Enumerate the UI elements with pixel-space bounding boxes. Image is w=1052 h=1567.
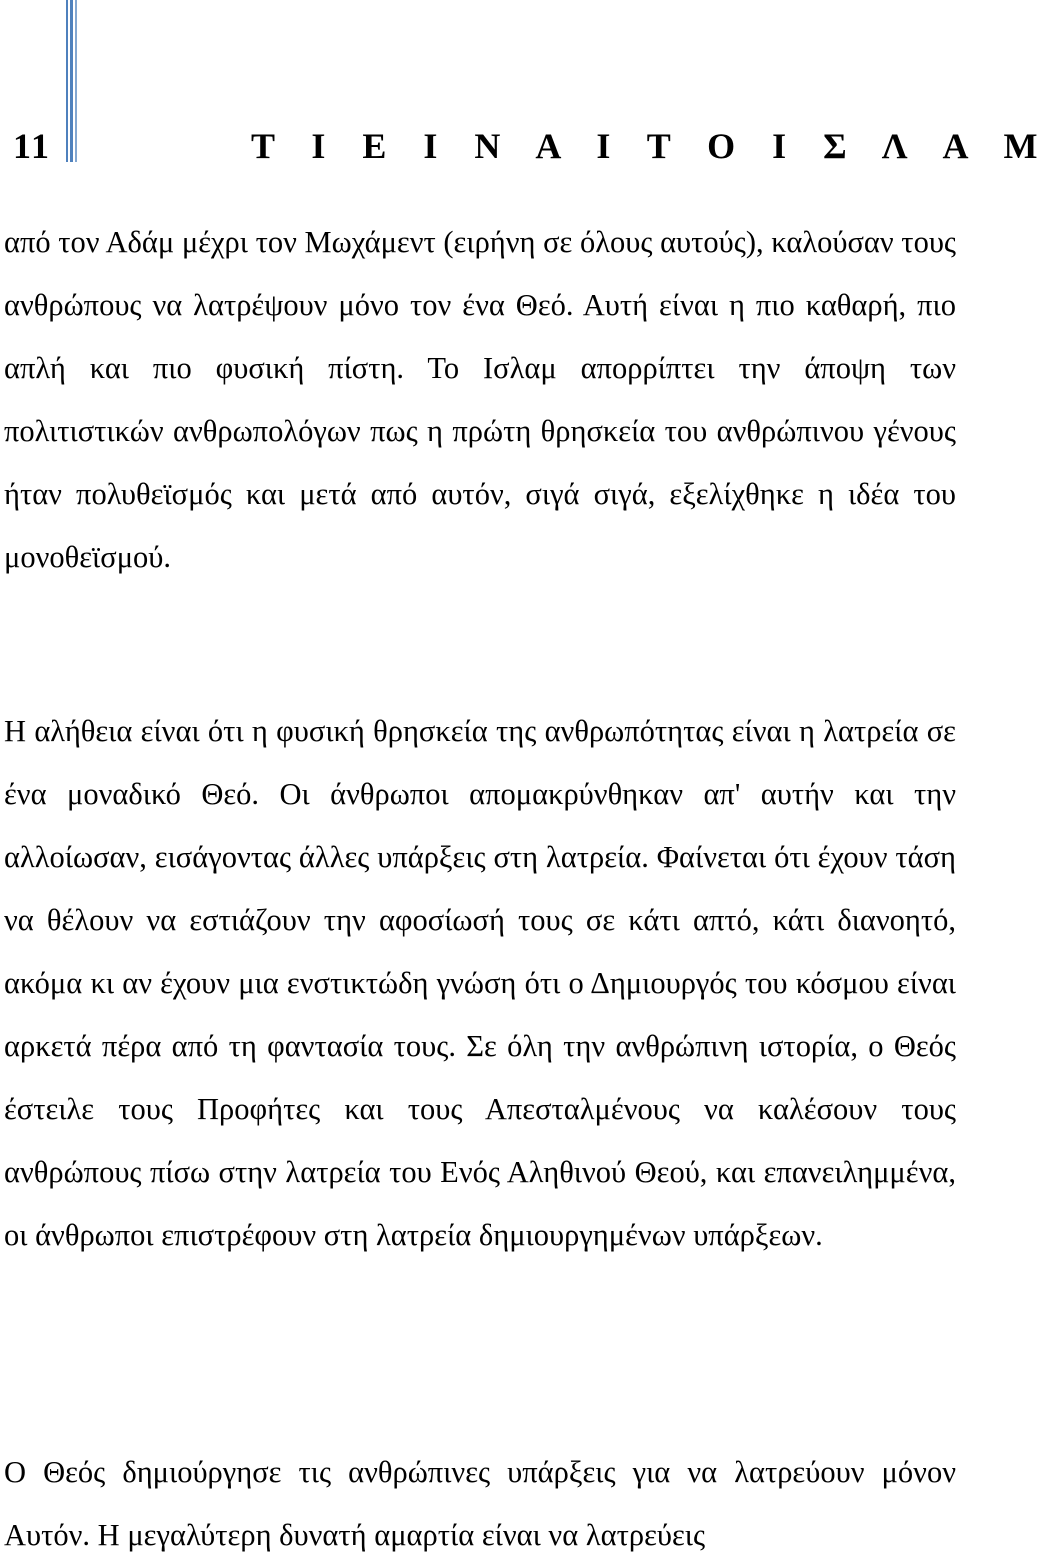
running-header-title: Τ Ι Ε Ι Ν Α Ι Τ Ο Ι Σ Λ Α Μ bbox=[251, 126, 1052, 166]
page-number: 11 bbox=[13, 126, 52, 166]
header-decorative-bars bbox=[66, 0, 80, 162]
decorative-bar bbox=[70, 0, 73, 162]
paragraph bbox=[4, 1441, 956, 1567]
decorative-bar bbox=[75, 0, 77, 162]
paragraph bbox=[4, 211, 956, 589]
paragraph bbox=[4, 700, 956, 1267]
paragraph-text: από τον Αδάμ μέχρι τον Μωχάμεντ (ειρήνη σε όλους αυτούς), καλούσαν τους ανθρώπους να λατρέψουν μόνο τον ένα Θεό. Αυτή είναι η πιο καθαρή, πιο απλή και πιο φυσική πίστη. Το Ισλαμ απορρίπτει την άποψη των πολιτιστικών ανθρωπολόγων πως η πρώτη θρησκεία του ανθρώπινου γένους ήταν πολυθεϊσμός και μετά από αυτόν, σιγά σιγά, εξελίχθηκε η ιδέα του μονοθεϊσμού. bbox=[4, 225, 956, 574]
paragraph-text: Ο Θεός δημιούργησε τις ανθρώπινες υπάρξεις για να λατρεύουν μόνον Αυτόν. Η μεγαλύτερη δυνατή αμαρτία είναι να λατρεύεις bbox=[4, 1455, 956, 1552]
decorative-bar bbox=[66, 0, 68, 162]
paragraph-text: Η αλήθεια είναι ότι η φυσική θρησκεία της ανθρωπότητας είναι η λατρεία σε ένα μοναδικό Θεό. Οι άνθρωποι απομακρύνθηκαν απ' αυτήν και την αλλοίωσαν, εισάγοντας άλλες υπάρξεις στη λατρεία. Φαίνεται ότι έχουν τάση να θέλουν να εστιάζουν την αφοσίωσή τους σε κάτι απτό, κάτι διανοητό, ακόμα κι αν έχουν μια ενστικτώδη γνώση ότι ο Δημιουργός του κόσμου είναι αρκετά πέρα από τη φαντασία τους. Σε όλη την ανθρώπινη ιστορία, ο Θεός έστειλε τους Προφήτες και τους Απεσταλμένους να καλέσουν τους ανθρώπους πίσω στην λατρεία του Ενός Αληθινού Θεού, και επανειλημμένα, οι άνθρωποι επιστρέφουν στη λατρεία δημιουργημένων υπάρξεων. bbox=[4, 714, 956, 1252]
